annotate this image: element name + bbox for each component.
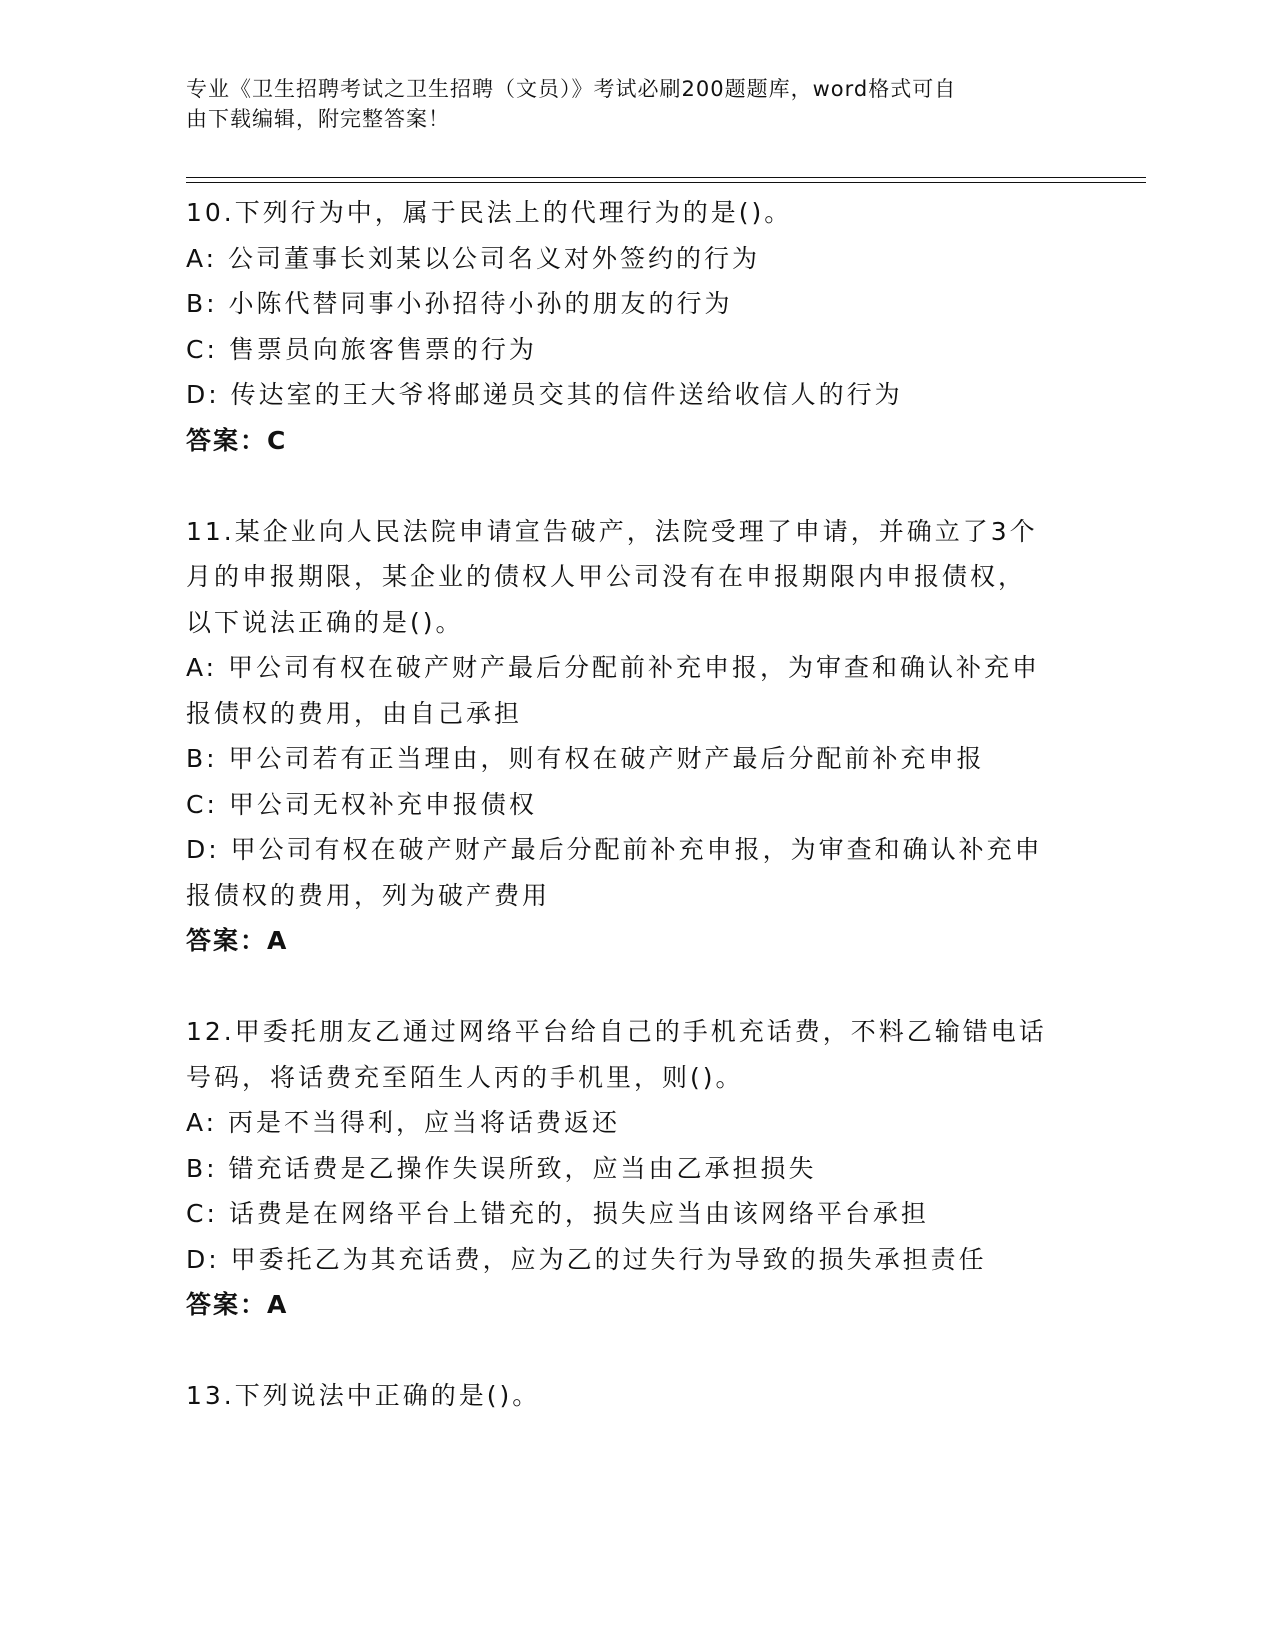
answer-label: 答案：C [186, 425, 288, 455]
document-header [186, 74, 1066, 134]
option-a: A: 甲公司有权在破产财产最后分配前补充申报，为审查和确认补充申 [186, 653, 1041, 682]
option-d: D: 传达室的王大爷将邮递员交其的信件送给收信人的行为 [186, 380, 903, 409]
question-list [186, 190, 1086, 1419]
option-a: A: 公司董事长刘某以公司名义对外签约的行为 [186, 243, 761, 273]
option-c: C: 话费是在网络平台上错充的，损失应当由该网络平台承担 [186, 1199, 929, 1228]
answer-label: 答案：A [186, 926, 289, 955]
option-b: B: 甲公司若有正当理由，则有权在破产财产最后分配前补充申报 [186, 744, 985, 773]
question-stem: 月的申报期限，某企业的债权人甲公司没有在申报期限内申报债权， [186, 562, 1027, 591]
question-spacer [186, 463, 1086, 509]
question-spacer [186, 1328, 1086, 1374]
question-stem: 12.甲委托朋友乙通过网络平台给自己的手机充话费，不料乙输错电话 [186, 1017, 1047, 1046]
question-stem: 13.下列说法中正确的是()。 [186, 1381, 541, 1410]
question-block [186, 1009, 1086, 1328]
question-block [186, 190, 1086, 463]
option-d: 报债权的费用，列为破产费用 [186, 880, 551, 910]
answer-label: 答案：A [186, 1290, 289, 1319]
header-divider-top [186, 177, 1146, 178]
option-d: D: 甲公司有权在破产财产最后分配前补充申报，为审查和确认补充申 [186, 835, 1043, 864]
header-line-1: 专业《卫生招聘考试之卫生招聘（文员）》考试必刷200题题库，word格式可自 [186, 77, 957, 101]
option-a: 报债权的费用，由自己承担 [186, 698, 523, 728]
header-divider-bottom [186, 182, 1146, 183]
question-spacer [186, 964, 1086, 1010]
option-c: C: 甲公司无权补充申报债权 [186, 789, 537, 819]
question-stem: 以下说法正确的是()。 [186, 607, 464, 637]
header-line-2: 由下载编辑，附完整答案！ [186, 107, 450, 131]
question-block [186, 509, 1086, 964]
question-stem: 11.某企业向人民法院申请宣告破产，法院受理了申请，并确立了3个 [186, 516, 1038, 546]
option-a: A: 丙是不当得利，应当将话费返还 [186, 1108, 621, 1137]
option-d: D: 甲委托乙为其充话费，应为乙的过失行为导致的损失承担责任 [186, 1244, 987, 1274]
option-c: C: 售票员向旅客售票的行为 [186, 334, 537, 364]
option-b: B: 小陈代替同事小孙招待小孙的朋友的行为 [186, 289, 733, 318]
question-stem: 10.下列行为中，属于民法上的代理行为的是()。 [186, 198, 793, 227]
question-stem: 号码，将话费充至陌生人丙的手机里，则()。 [186, 1062, 744, 1092]
question-block [186, 1373, 1086, 1419]
option-b: B: 错充话费是乙操作失误所致，应当由乙承担损失 [186, 1153, 817, 1183]
